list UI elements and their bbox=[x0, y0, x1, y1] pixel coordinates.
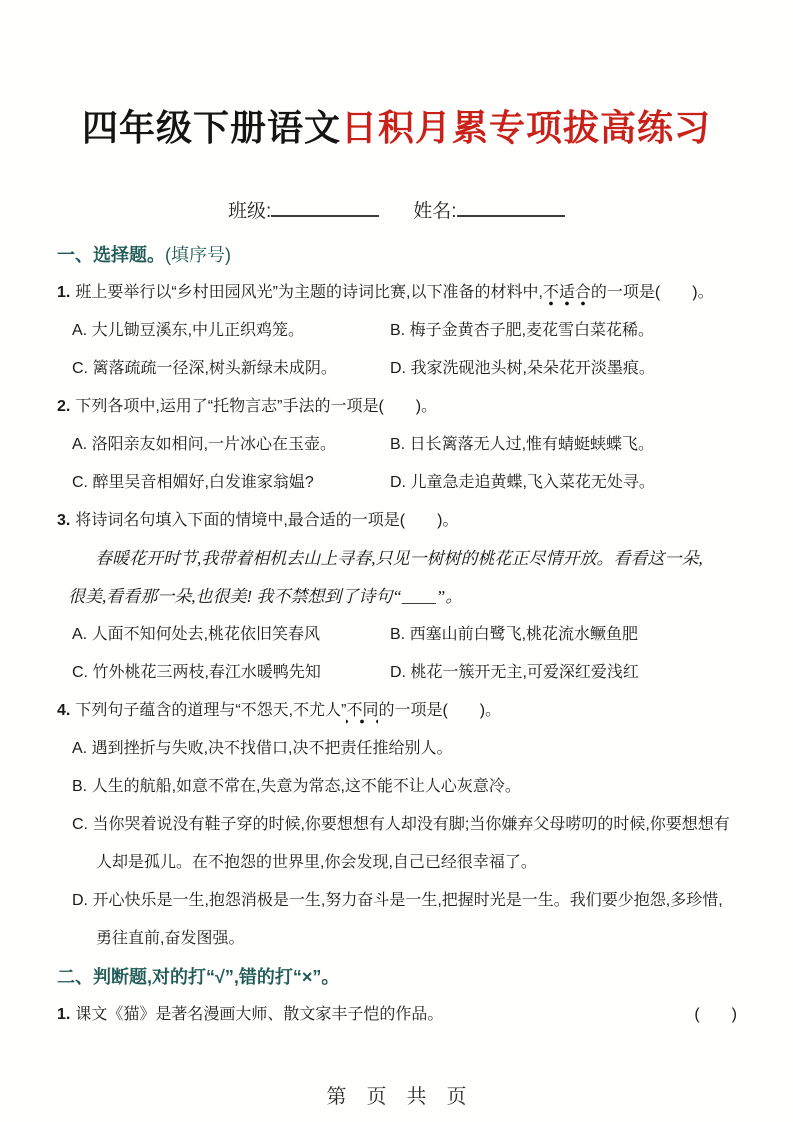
title-part-black: 四年级下册语文 bbox=[81, 107, 341, 148]
name-input-blank[interactable] bbox=[457, 196, 565, 217]
s2-q1-text: 课文《猫》是著名漫画大师、散文家丰子恺的作品。 bbox=[75, 1006, 444, 1023]
q4-option-a: A. 遇到挫折与失败,决不找借口,决不把责任推给别人。 bbox=[72, 740, 453, 757]
title-part-red: 日积月累专项拔高练习 bbox=[341, 107, 712, 148]
name-label: 姓名: bbox=[413, 201, 457, 222]
class-label: 班级: bbox=[228, 201, 272, 222]
q3-option-b: B. 西塞山前白鹭飞,桃花流水鳜鱼肥 bbox=[390, 626, 639, 643]
q1-option-a: A. 大儿锄豆溪东,中儿正织鸡笼。 bbox=[72, 322, 305, 339]
q2-number: 2. bbox=[57, 398, 71, 415]
worksheet-body bbox=[57, 236, 747, 1034]
q2-options-row2 bbox=[57, 464, 747, 502]
q3-stem bbox=[57, 502, 747, 540]
q1-options-row2 bbox=[57, 350, 747, 388]
s2-q1-number: 1. bbox=[57, 1006, 71, 1023]
q2-option-c: C. 醉里吴音相媚好,白发谁家翁媪? bbox=[72, 474, 314, 491]
student-info-row bbox=[228, 196, 565, 223]
q1-options-row1 bbox=[57, 312, 747, 350]
q4-option-d-line2: 勇往直前,奋发图强。 bbox=[96, 930, 245, 947]
q4-option-c-line2: 人却是孤儿。在不抱怨的世界里,你会发现,自己已经很幸福了。 bbox=[96, 854, 537, 871]
q4-stem-tail: 的一项是( )。 bbox=[378, 702, 502, 719]
section2-heading: 二、判断题,对的打“√”,错的打“×”。 bbox=[57, 967, 340, 987]
q2-stem bbox=[57, 388, 747, 426]
q3-option-a: A. 人面不知何处去,桃花依旧笑春风 bbox=[72, 626, 321, 643]
class-input-blank[interactable] bbox=[271, 196, 379, 217]
q1-option-d: D. 我家洗砚池头树,朵朵花开淡墨痕。 bbox=[390, 360, 655, 377]
q3-number: 3. bbox=[57, 512, 71, 529]
s2-q1-row bbox=[57, 996, 747, 1034]
q1-stem-tail: 的一项是( )。 bbox=[590, 284, 714, 301]
q2-options-row1 bbox=[57, 426, 747, 464]
q3-options-row1 bbox=[57, 616, 747, 654]
section1-heading bbox=[57, 236, 747, 274]
q4-option-c-line1: C. 当你哭着说没有鞋子穿的时候,你要想想有人却没有脚;当你嫌弃父母唠叨的时候,你要想想有 bbox=[72, 816, 730, 833]
page-title bbox=[0, 100, 793, 151]
q4-stem bbox=[57, 692, 747, 730]
q4-option-d-line1: D. 开心快乐是一生,抱怨消极是一生,努力奋斗是一生,把握时光是一生。我们要少抱怨,多珍惜, bbox=[72, 892, 723, 909]
s2-q1-text-wrap bbox=[57, 996, 443, 1034]
q4-stem-emphasis: 不同 bbox=[346, 702, 378, 724]
page-footer: 第 页 共 页 bbox=[326, 1086, 467, 1108]
q1-stem-text: 班上要举行以“乡村田园风光”为主题的诗词比赛,以下准备的材料中, bbox=[75, 284, 543, 301]
q1-option-c: C. 篱落疏疏一径深,树头新绿未成阴。 bbox=[72, 360, 337, 377]
s2-q1-answer-blank[interactable]: ( ) bbox=[694, 1006, 737, 1023]
q3-option-c: C. 竹外桃花三两枝,春江水暖鸭先知 bbox=[72, 664, 321, 681]
q3-stem-text: 将诗词名句填入下面的情境中,最合适的一项是( )。 bbox=[75, 512, 459, 529]
q1-option-b: B. 梅子金黄杏子肥,麦花雪白菜花稀。 bbox=[390, 322, 655, 339]
q1-stem-emphasis: 不适合 bbox=[543, 284, 591, 306]
q1-number: 1. bbox=[57, 284, 71, 301]
q2-option-d: D. 儿童急走追黄蝶,飞入菜花无处寻。 bbox=[390, 474, 655, 491]
q2-option-b: B. 日长篱落无人过,惟有蜻蜓蛱蝶飞。 bbox=[390, 436, 655, 453]
q4-number: 4. bbox=[57, 702, 71, 719]
q4-option-b: B. 人生的航船,如意不常在,失意为常态,这不能不让人心灰意冷。 bbox=[72, 778, 521, 795]
q3-passage-line2: 很美,看看那一朵,也很美! 我不禁想到了诗句“____”。 bbox=[68, 587, 463, 606]
q3-passage-line1: 春暖花开时节,我带着相机去山上寻春,只见一树树的桃花正尽情开放。看看这一朵, bbox=[95, 549, 703, 568]
q2-stem-text: 下列各项中,运用了“托物言志”手法的一项是( )。 bbox=[75, 398, 438, 415]
q4-stem-text: 下列句子蕴含的道理与“不怨天,不尤人” bbox=[75, 702, 347, 719]
q3-options-row2 bbox=[57, 654, 747, 692]
q2-option-a: A. 洛阳亲友如相问,一片冰心在玉壶。 bbox=[72, 436, 337, 453]
section1-heading-note: (填序号) bbox=[165, 245, 231, 265]
q1-stem bbox=[57, 274, 747, 312]
q3-option-d: D. 桃花一簇开无主,可爱深红爱浅红 bbox=[390, 664, 639, 681]
section1-heading-main: 一、选择题。 bbox=[57, 245, 165, 265]
